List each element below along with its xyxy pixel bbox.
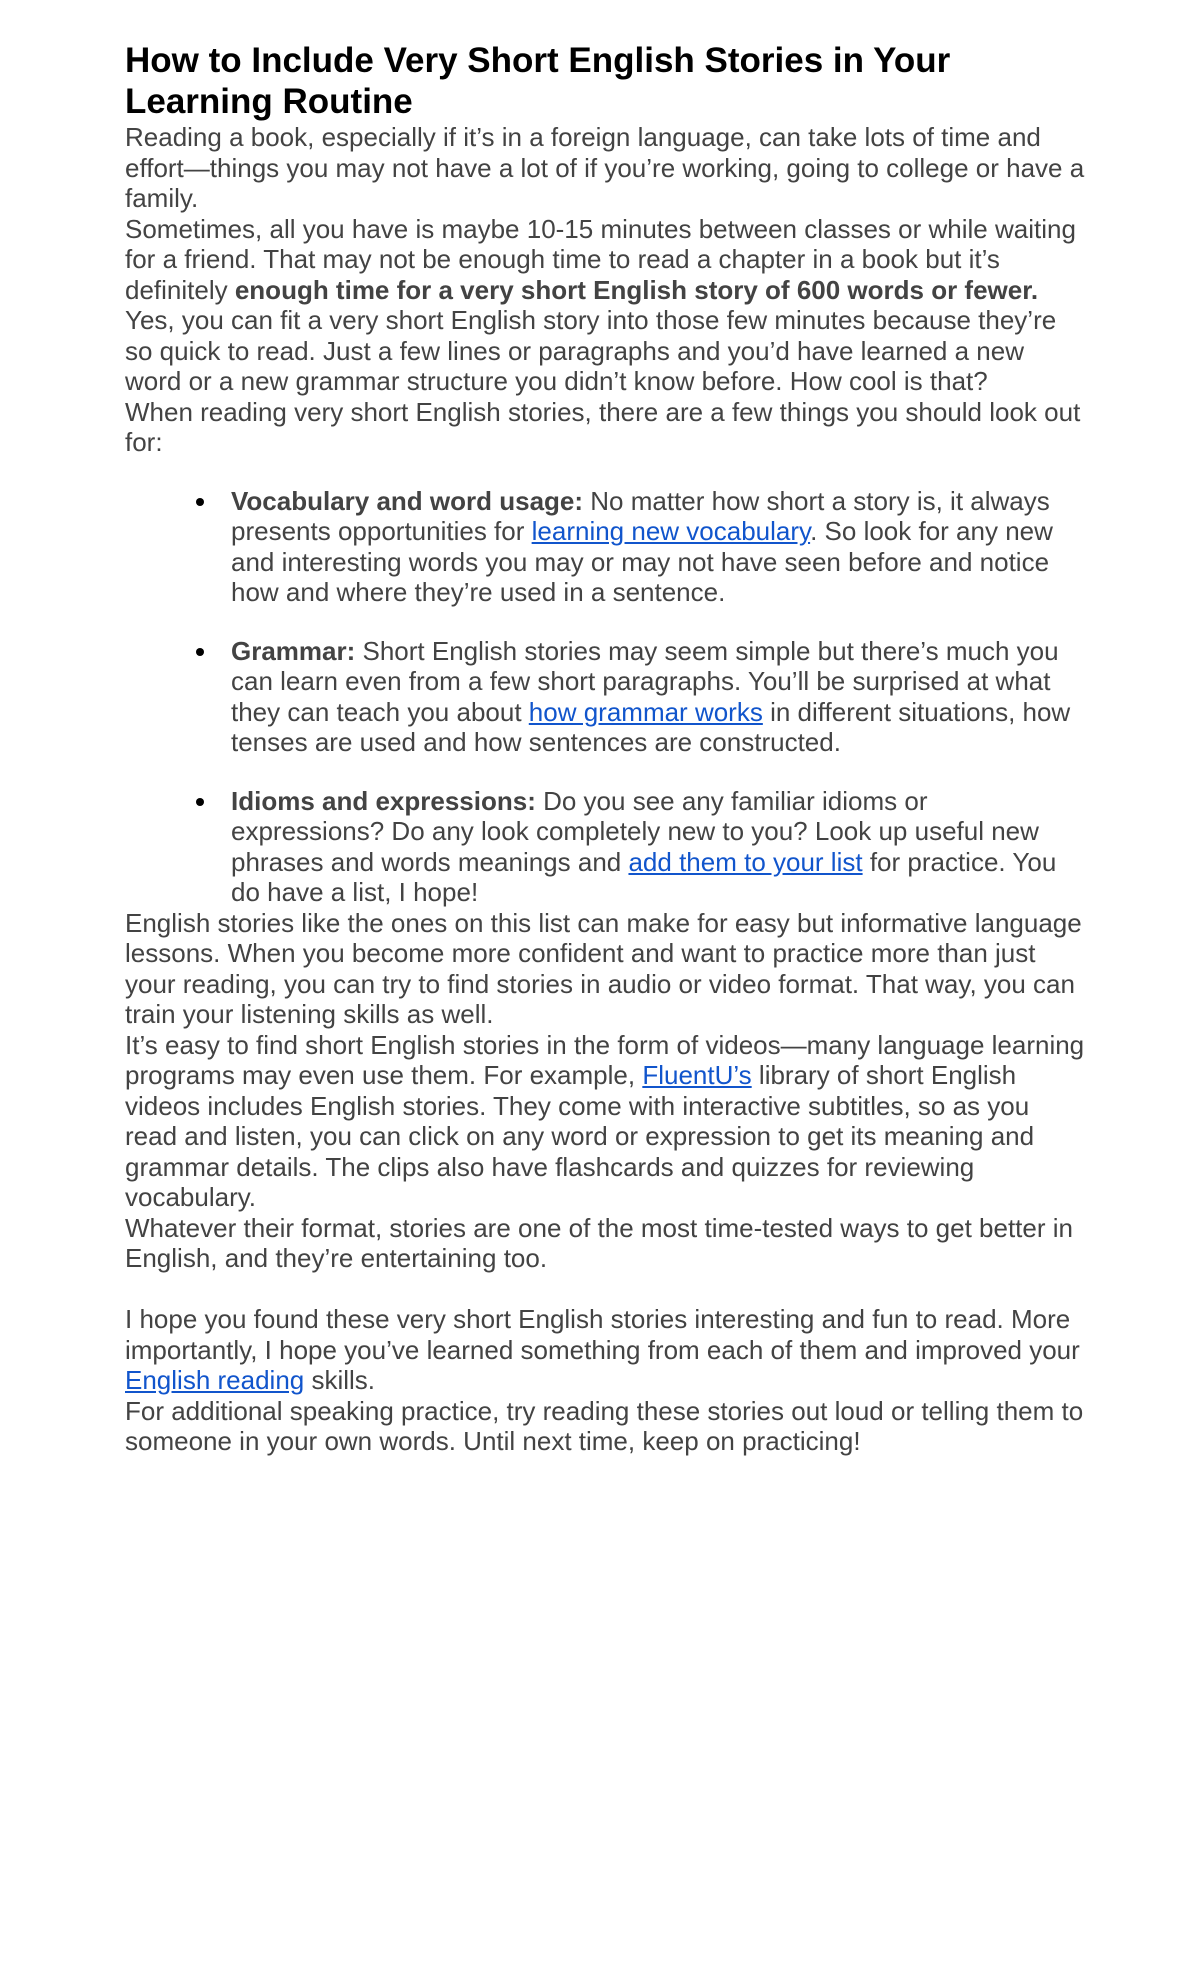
paragraph-quick-read: Yes, you can fit a very short English story into those few minutes because they’re so quick to read. Just a few lines or paragraphs and you’d have learned a new word or a new grammar structure you didn’t know before. How cool is that? — [125, 305, 1057, 396]
paragraph-conclusion-text: I hope you found these very short English stories interesting and fun to read. More importantly, I hope you’ve learned something from each of them and improved your — [125, 1304, 1080, 1365]
bullet-icon — [196, 798, 204, 806]
list-item-text: Do you see any familiar idioms or expressions? Do any look completely new to you? Look up useful new phrases and words meanings and — [231, 785, 1039, 877]
tips-list — [125, 486, 1085, 908]
paragraph-speaking-practice: For additional speaking practice, try reading these stories out loud or telling them to someone in your own words. Until next time, keep on practicing! — [125, 1395, 1084, 1456]
paragraph-spacer — [125, 1274, 1085, 1305]
list-item-text: for practice. You do have a list, I hope! — [231, 846, 1057, 907]
list-item-text: in different situations, how tenses are used and how sentences are constructed. — [231, 696, 1071, 757]
paragraph-time-text: Sometimes, all you have is maybe 10-15 minutes between classes or while waiting for a friend. That may not be enough time to read a chapter in a book but it’s definitely — [125, 213, 1076, 305]
learning-new-vocabulary-link[interactable]: learning new vocabulary — [531, 516, 811, 546]
bullet-icon — [196, 648, 204, 656]
list-item-vocabulary — [125, 486, 1085, 608]
fluentu-link[interactable]: FluentU’s — [642, 1060, 752, 1090]
paragraph-time-bold: enough time for a very short English story of 600 words or fewer. — [234, 274, 1039, 305]
paragraph-format: Whatever their format, stories are one of the most time-tested ways to get better in English, and they’re entertaining too. — [125, 1212, 1073, 1273]
paragraph-videos — [125, 1030, 1085, 1213]
paragraph-videos-text: library of short English videos includes English stories. They come with interactive subtitles, so as you read and listen, you can click on any word or expression to get its meaning and grammar details. The clips also have flashcards and quizzes for reviewing vocabulary. — [125, 1060, 1035, 1212]
add-them-to-your-list-link[interactable]: add them to your list — [628, 846, 863, 877]
list-item-label: Idioms and expressions: — [231, 785, 536, 816]
how-grammar-works-link[interactable]: how grammar works — [528, 696, 763, 727]
paragraph-audio-video: English stories like the ones on this list can make for easy but informative language lessons. When you become more confident and want to practice more than just your reading, you can try to find stories in audio or video format. That way, you can train your listening skills as well. — [125, 907, 1082, 1029]
list-item-text: . So look for any new and interesting words you may or may not have seen before and notice how and where they’re used in a sentence. — [231, 516, 1053, 607]
article-title: How to Include Very Short English Stories in Your Learning Routine — [125, 41, 951, 121]
list-item-text: Short English stories may seem simple but there’s much you can learn even from a few short paragraphs. You’ll be surprised at what they can teach you about — [231, 635, 1059, 727]
bullet-icon — [196, 498, 204, 506]
paragraph-time — [125, 214, 1085, 306]
list-item-idioms — [125, 786, 1085, 908]
paragraph-intro: Reading a book, especially if it’s in a foreign language, can take lots of time and effort—things you may not have a lot of if you’re working, going to college or have a family. — [125, 122, 1085, 213]
list-item-grammar — [125, 636, 1085, 758]
article — [125, 40, 1085, 1457]
english-reading-link[interactable]: English reading — [125, 1365, 305, 1395]
paragraph-videos-text: It’s easy to find short English stories in the form of videos—many language learning programs may even use them. For example, — [125, 1029, 1085, 1090]
paragraph-look-out: When reading very short English stories, there are a few things you should look out for: — [125, 396, 1081, 457]
list-item-label: Vocabulary and word usage: — [231, 485, 584, 516]
paragraph-conclusion — [125, 1304, 1085, 1396]
list-item-text: No matter how short a story is, it always presents opportunities for — [231, 485, 1050, 546]
paragraph-conclusion-text: skills. — [304, 1365, 376, 1395]
list-item-label: Grammar: — [231, 635, 356, 666]
